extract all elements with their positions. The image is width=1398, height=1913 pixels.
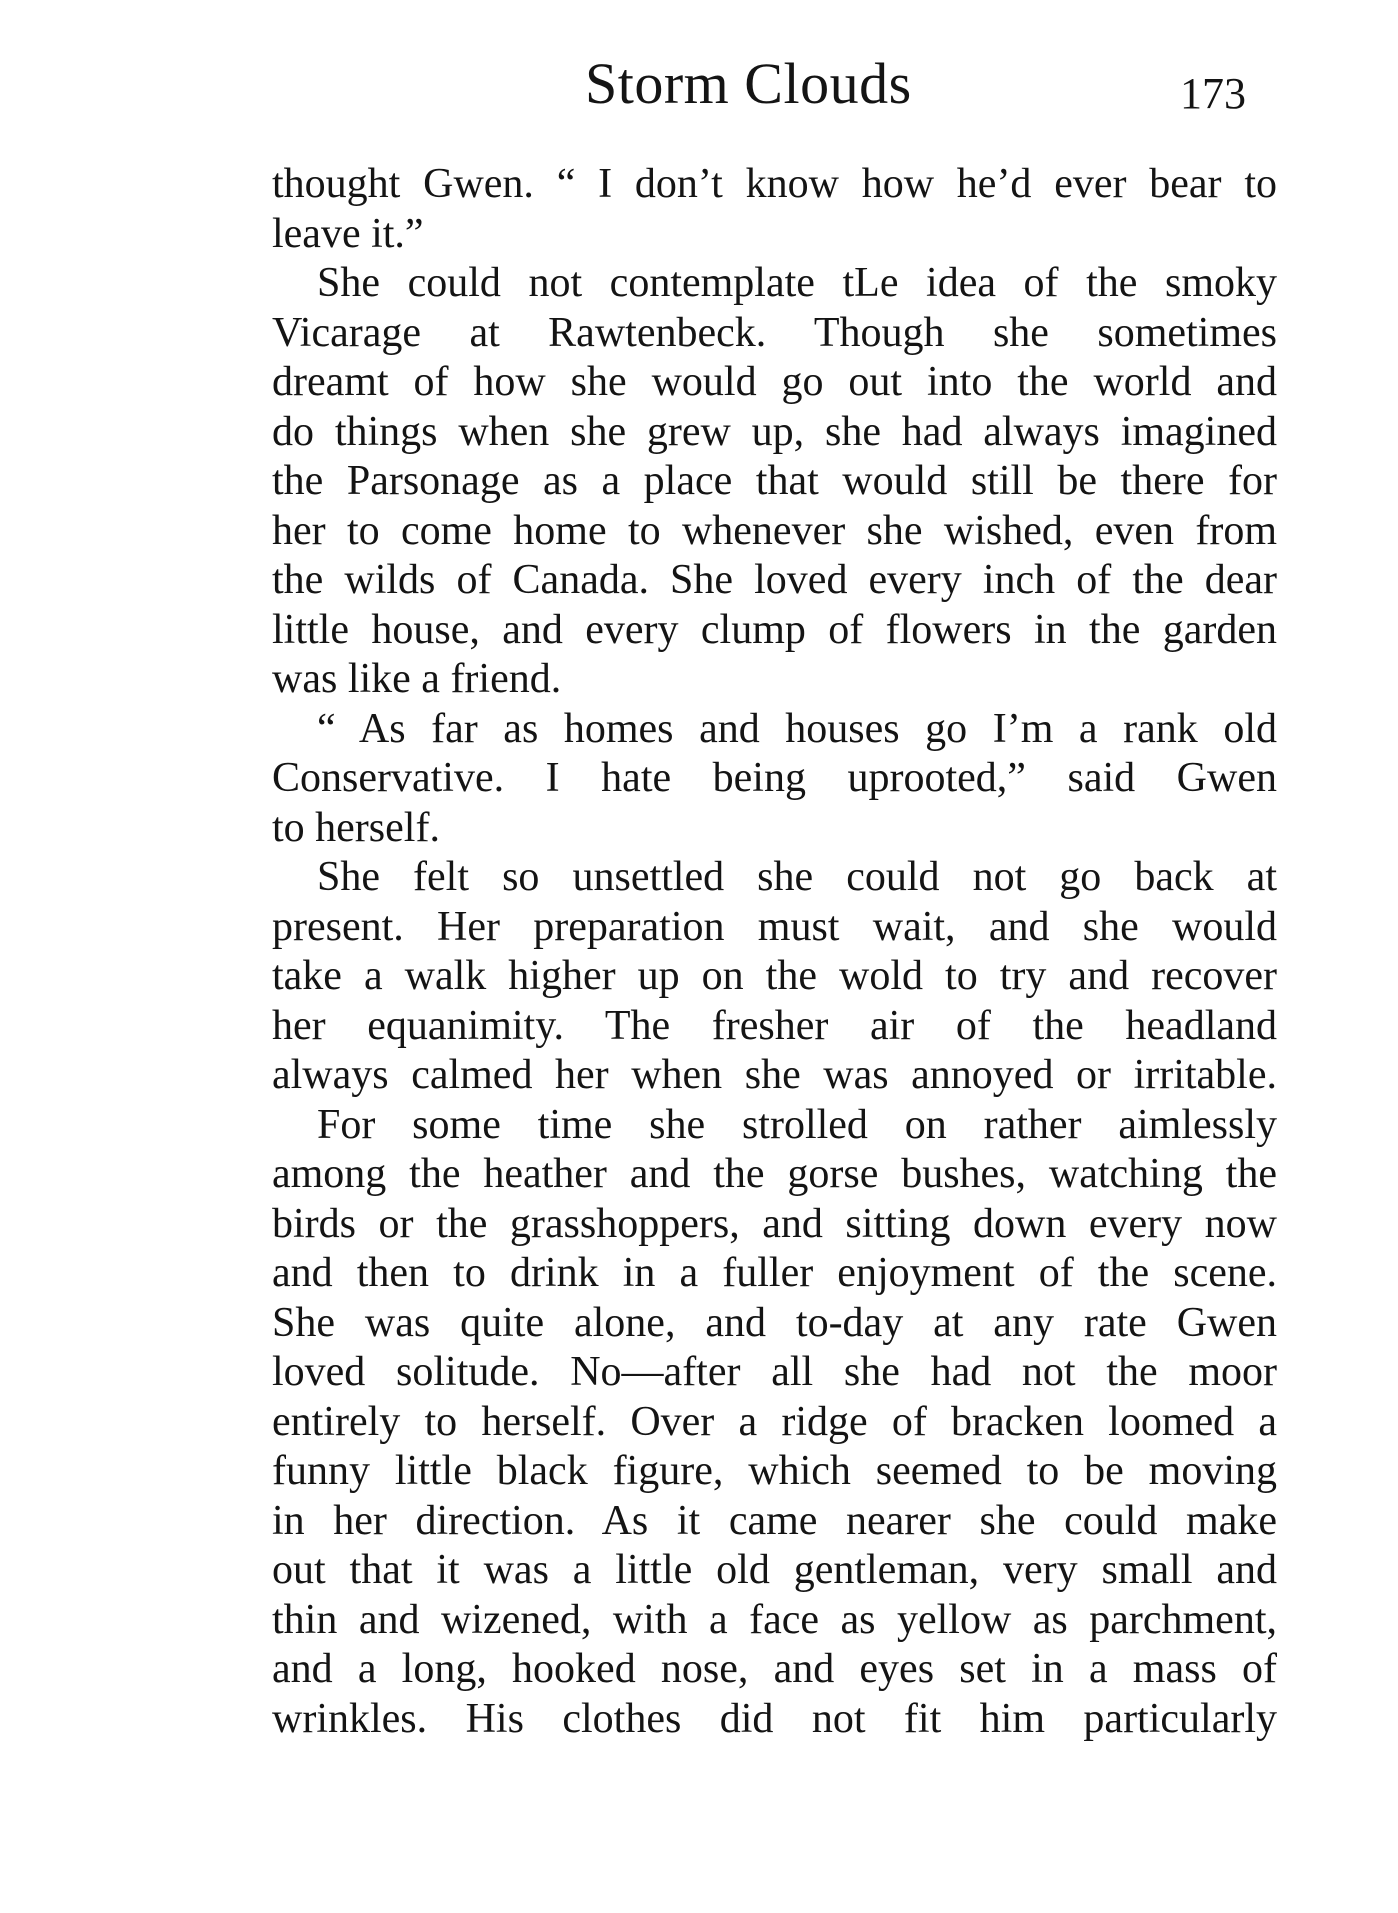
- text-line: little house, and every clump of flowers in the garden: [272, 606, 1277, 653]
- text-line: present. Her preparation must wait, and she would: [272, 903, 1277, 950]
- text-line: She could not contemplate tLe idea of the smoky: [317, 260, 1277, 306]
- text-line: her equanimity. The fresher air of the headland: [272, 1002, 1277, 1049]
- body-text: [272, 160, 1277, 1744]
- text-line: among the heather and the gorse bushes, watching the: [272, 1151, 1277, 1197]
- text-line: She felt so unsettled she could not go back at: [317, 854, 1277, 900]
- running-title: Storm Clouds: [585, 51, 912, 116]
- text-line: her to come home to whenever she wished, even from: [272, 507, 1277, 554]
- text-line: always calmed her when she was annoyed or irritable.: [272, 1052, 1277, 1098]
- text-line: the wilds of Canada. She loved every inch of the dear: [272, 557, 1277, 603]
- text-line: entirely to herself. Over a ridge of bracken loomed a: [272, 1398, 1277, 1445]
- text-line: dreamt of how she would go out into the world and: [272, 359, 1277, 405]
- text-line: the Parsonage as a place that would still be there for: [272, 458, 1277, 504]
- text-line: to herself.: [272, 804, 440, 851]
- text-line: For some time she strolled on rather aimlessly: [317, 1101, 1277, 1148]
- text-line: loved solitude. No—after all she had not the moor: [272, 1349, 1277, 1395]
- text-line: take a walk higher up on the wold to try and recover: [272, 953, 1277, 999]
- text-line: and a long, hooked nose, and eyes set in a mass of: [272, 1646, 1277, 1692]
- text-line: “ As far as homes and houses go I’m a rank old: [317, 705, 1277, 752]
- text-line: Conservative. I hate being uprooted,” said Gwen: [272, 755, 1277, 801]
- page-number: 173: [1180, 69, 1246, 118]
- page-header: [0, 50, 1398, 130]
- text-line: in her direction. As it came nearer she could make: [272, 1497, 1277, 1544]
- text-line: birds or the grasshoppers, and sitting down every now: [272, 1200, 1277, 1247]
- text-line: thought Gwen. “ I don’t know how he’d ever bear to: [272, 161, 1277, 207]
- text-line: funny little black figure, which seemed to be moving: [272, 1448, 1277, 1494]
- text-line: wrinkles. His clothes did not fit him particularly: [272, 1695, 1277, 1742]
- text-line: Vicarage at Rawtenbeck. Though she sometimes: [272, 309, 1277, 356]
- text-line: do things when she grew up, she had always imagined: [272, 408, 1277, 455]
- text-line: and then to drink in a fuller enjoyment of the scene.: [272, 1250, 1277, 1296]
- text-line: was like a friend.: [272, 656, 562, 702]
- text-line: thin and wizened, with a face as yellow as parchment,: [272, 1596, 1277, 1643]
- text-line: leave it.”: [272, 210, 424, 257]
- text-line: She was quite alone, and to-day at any rate Gwen: [272, 1299, 1277, 1346]
- text-line: out that it was a little old gentleman, very small and: [272, 1547, 1277, 1593]
